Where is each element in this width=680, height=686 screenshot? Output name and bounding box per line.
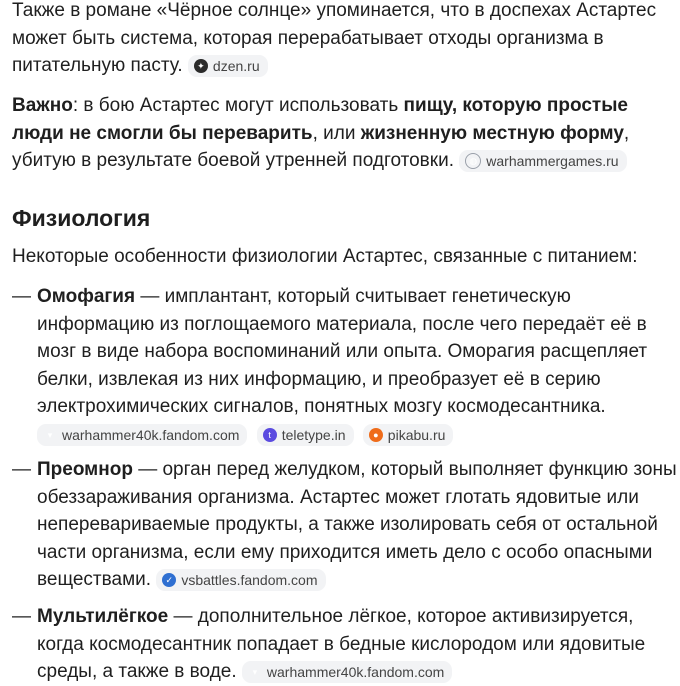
bold-phrase: пищу, которую простые люди не смогли бы переварить (12, 95, 628, 144)
paragraph-text: , или (312, 122, 361, 144)
item-text: — дополнительное лёгкое, которое активизируется, когда космодесантник попадает в бедные кислородом или ядовитые среды, а также в воде. (37, 606, 646, 682)
fandom-icon: ▾ (47, 429, 53, 440)
source-label: pikabu.ru (387, 426, 446, 443)
source-chip-vsbattles[interactable] (156, 569, 325, 591)
list-item (12, 603, 680, 686)
paragraph-armor-paste (12, 0, 672, 80)
fandom-icon: ▾ (252, 667, 258, 677)
source-label: warhammergames.ru (486, 153, 619, 169)
item-text: — орган перед желудком, который выполняет функцию зоны обеззараживания организма. Астартес может глотать ядовитые или неперевариваемые продукты, а также изолировать себя от остальной части организма, если ему приходится иметь дело с особо опасными веществами. (37, 459, 677, 590)
source-label: teletype.in (281, 426, 346, 443)
paragraph-text: , убитую в результате боевой утренней подготовки. (12, 122, 630, 171)
item-term: Мультилёгкое (37, 606, 169, 627)
list-item (12, 456, 680, 594)
dash-marker: — (12, 459, 31, 480)
source-label: dzen.ru (212, 58, 260, 74)
paragraph-text: : в бою Астартес могут использовать (72, 95, 404, 116)
paragraph-important (12, 92, 672, 175)
section-intro: Некоторые особенности физиологии Астартес, связанные с питанием: (12, 246, 638, 267)
paragraph-text: Также в романе «Чёрное солнце» упоминается, что в доспехах Астартес может быть система, которая перерабатывает отходы организма в питательную пасту. (12, 0, 657, 76)
source-chip-warhammer40k[interactable] (242, 661, 452, 683)
source-chip-warhammergames[interactable] (459, 150, 626, 172)
section-heading: Физиология (12, 205, 151, 231)
vsbattles-icon: ✓ (162, 573, 176, 587)
bold-phrase: жизненную местную форму (360, 122, 624, 144)
source-label: warhammer40k.fandom.com (62, 426, 240, 443)
item-term: Преомнор (37, 459, 133, 480)
source-chip-warhammer40k[interactable] (37, 424, 247, 446)
globe-icon: ◍ (465, 153, 481, 169)
teletype-icon: t (263, 428, 277, 442)
item-text: — имплантант, который считывает генетическую информацию из поглощаемого материала, после чего передаёт её в мозг в виде набора воспоминаний или опыта. Оморагия расщепляет белки, извлекая из них информацию, и преобразует её в серию электрохимических сигналов, понятных мозгу космодесантника. (37, 286, 648, 417)
pikabu-icon: ● (369, 428, 383, 442)
item-term: Омофагия (37, 286, 136, 307)
source-chip-dzen[interactable] (188, 55, 268, 77)
dash-marker: — (12, 606, 31, 627)
source-chip-teletype[interactable] (257, 424, 354, 446)
source-label: warhammer40k.fandom.com (266, 664, 445, 680)
source-label: vsbattles.fandom.com (181, 572, 318, 588)
dzen-icon: ✦ (194, 59, 208, 73)
source-chip-pikabu[interactable] (363, 424, 454, 446)
important-label: Важно (12, 95, 73, 116)
list-item (12, 283, 680, 448)
dash-marker: — (12, 286, 31, 307)
